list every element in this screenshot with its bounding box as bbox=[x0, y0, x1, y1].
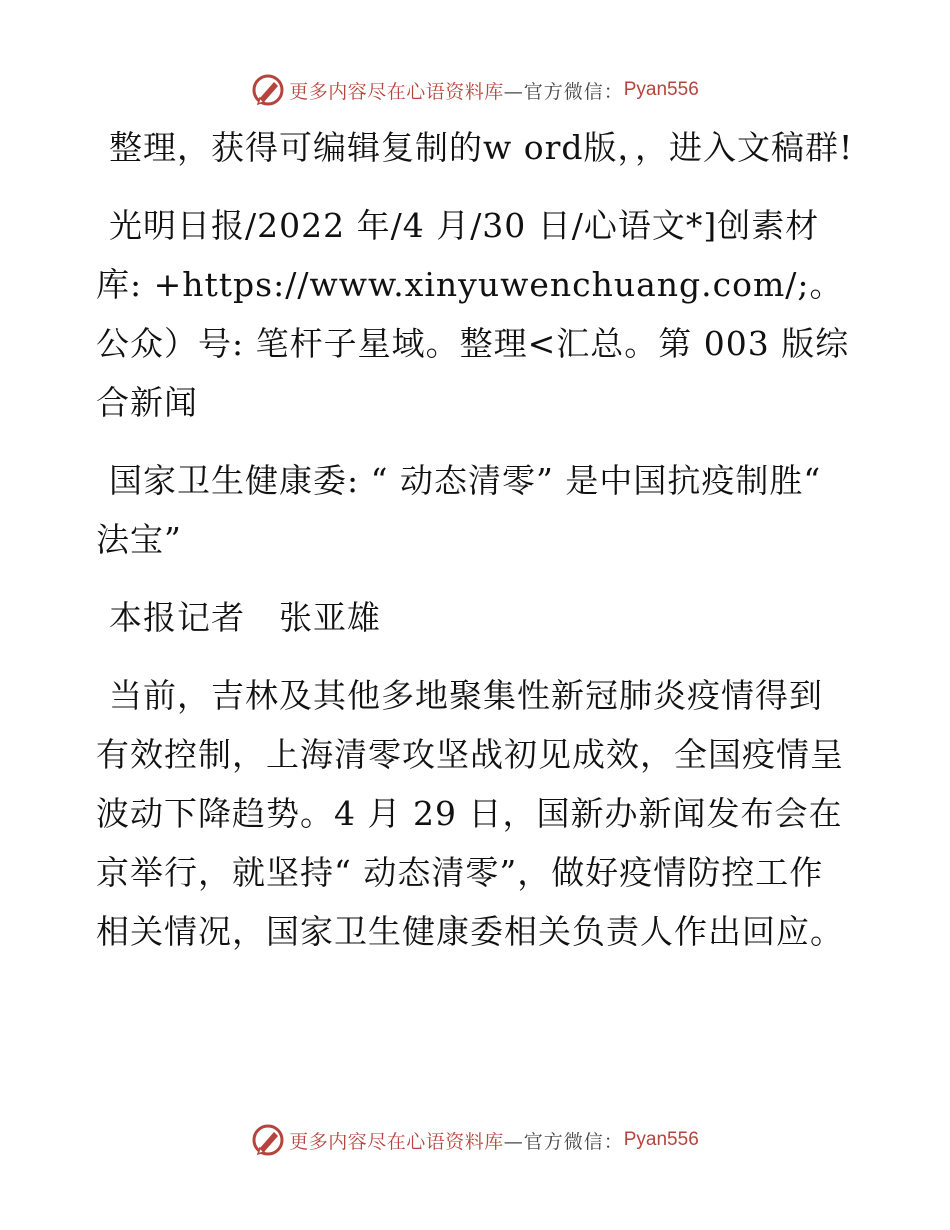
article-paragraph: 当前，吉林及其他多地聚集性新冠肺炎疫情得到有效控制，上海清零攻坚战初见成效，全国疫情呈波动下降趋势。4 月 29 日，国新办新闻发布会在京举行，就坚持“ 动态清零”，做好疫情防控工作相关情况，国家卫生健康委相关负责人作出回应。 bbox=[96, 676, 844, 951]
article-headline: 国家卫生健康委: “ 动态清零” 是中国抗疫制胜“ 法宝” bbox=[96, 461, 822, 559]
pen-logo-icon bbox=[251, 73, 285, 107]
document-body bbox=[96, 118, 856, 980]
header-banner bbox=[0, 70, 950, 110]
banner-wechat-id: Pyan556 bbox=[623, 79, 699, 100]
article-byline: 本报记者 张亚雄 bbox=[109, 598, 381, 637]
banner-separator: —官方微信： bbox=[503, 1130, 624, 1153]
footer-banner bbox=[0, 1120, 950, 1160]
paragraph-source: 光明日报/2022 年/4 月/30 日/心语文*]创素材库: +https://www.xinyuwenchuang.com/;。公众）号: 笔杆子星域。整理<汇总。第 003 版综合新闻 bbox=[96, 206, 850, 422]
banner-title: 更多内容尽在心语资料库 bbox=[289, 1130, 504, 1153]
banner-title: 更多内容尽在心语资料库 bbox=[289, 80, 504, 103]
pen-logo-icon bbox=[251, 1123, 285, 1157]
paragraph-notice: 整理，获得可编辑复制的w ord版，，进入文稿群! bbox=[109, 128, 854, 167]
banner-separator: —官方微信： bbox=[503, 80, 624, 103]
banner-wechat-id: Pyan556 bbox=[623, 1129, 699, 1150]
